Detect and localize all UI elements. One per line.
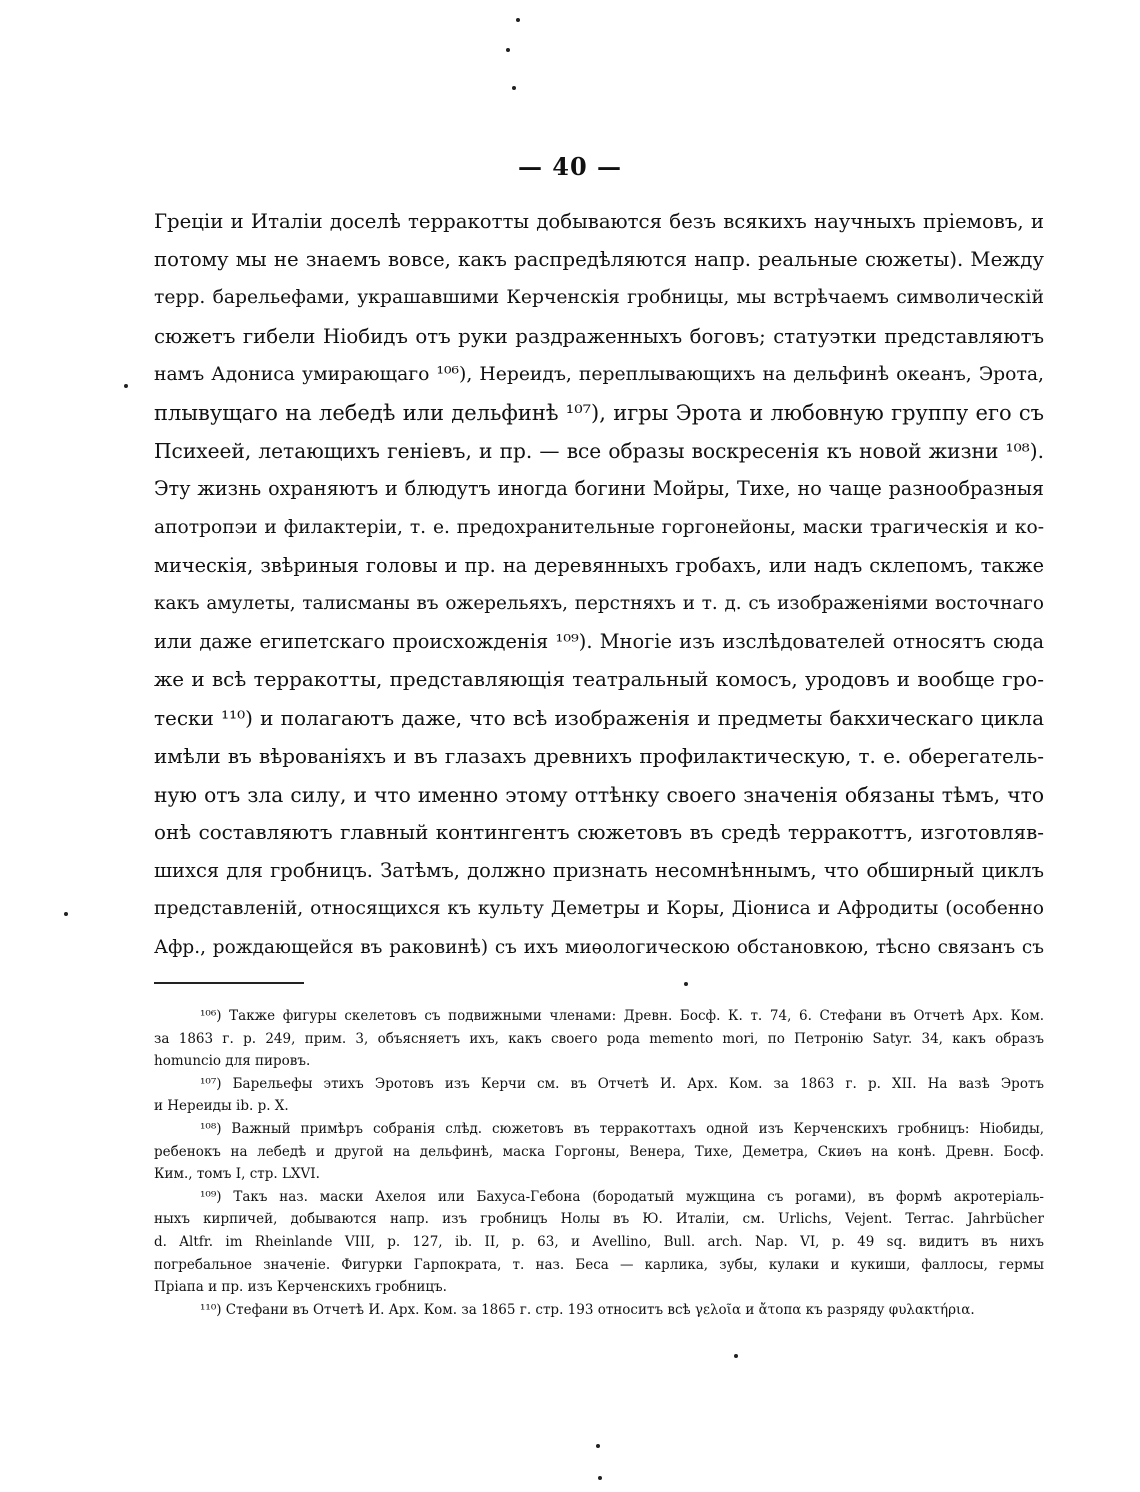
body-line-16: ную отъ зла силу, и что именно этому оттѣнку своего значенія обязаны тѣмъ, что (154, 782, 1044, 807)
body-line-13: же и всѣ терракотты, представляющія театральный комосъ, уродовъ и вообще гро- (154, 668, 1044, 692)
footnote-line: ¹⁰⁸) Важный примѣръ собранія слѣд. сюжетовъ въ терракоттахъ одной изъ Керченскихъ гробницъ: Ніобиды, (200, 1120, 1044, 1137)
body-line-19: представленій, относящихся къ культу Деметры и Коры, Діониса и Афродиты (особенно (154, 898, 1044, 920)
body-line-3: терр. барельефами, украшавшими Керченскія гробницы, мы встрѣчаемъ символическій (154, 287, 1044, 309)
footnote-line: Пріапа и пр. изъ Керченскихъ гробницъ. (154, 1279, 447, 1296)
footnote-line: за 1863 г. р. 249, прим. 3, объясняетъ ихъ, какъ своего рода memento mori, по Петронію Satyr. 34, какъ образъ (154, 1030, 1044, 1047)
body-line-10: мическія, звѣриныя головы и пр. на деревянныхъ гробахъ, или надъ склепомъ, также (154, 553, 1044, 577)
scan-speck (512, 86, 516, 90)
footnote-line: погребальное значеніе. Фигурки Гарпократа, т. наз. Беса — карлика, зубы, кулаки и кукиши, фаллосы, гермы (154, 1256, 1044, 1273)
scan-speck (684, 982, 688, 986)
footnote-line: ¹⁰⁶) Также фигуры скелетовъ съ подвижными членами: Древн. Босф. К. т. 74, 6. Стефани въ Отчетѣ Арх. Ком. (200, 1008, 1044, 1024)
scan-speck (64, 912, 68, 916)
body-line-8: Эту жизнь охраняютъ и блюдутъ иногда богини Мойры, Тихе, но чаще разнообразныя (154, 477, 1044, 501)
body-line-17: онѣ составляютъ главный контингентъ сюжетовъ въ средѣ терракоттъ, изготовляв- (154, 821, 1044, 844)
footnote-line: ¹⁰⁷) Барельефы этихъ Эротовъ изъ Керчи см. въ Отчетѣ И. Арх. Ком. за 1863 г. р. XII. На вазѣ Эротъ (200, 1075, 1044, 1092)
footnote-line: homuncio для пировъ. (154, 1053, 311, 1070)
footnote-line: d. Altfr. im Rheinlande VIII, р. 127, ib. II, р. 63, и Avellino, Bull. arch. Nap. VI, р. 49 sq. видитъ въ нихъ (154, 1233, 1044, 1250)
scan-speck (516, 18, 520, 22)
scan-speck (506, 48, 510, 52)
body-line-15: имѣли въ вѣрованіяхъ и въ глазахъ древнихъ профилактическую, т. е. оберегатель- (154, 744, 1044, 768)
body-line-1: Греціи и Италіи доселѣ терракотты добываются безъ всякихъ научныхъ пріемовъ, и (154, 210, 1044, 233)
footnotes (154, 1005, 1044, 1321)
body-line-12: или даже египетскаго происхожденія ¹⁰⁹). Многіе изъ изслѣдователей относятъ сюда (154, 630, 1044, 654)
body-line-7: Психеей, летающихъ геніевъ, и пр. — все образы воскресенія къ новой жизни ¹⁰⁸). (154, 439, 1044, 464)
footnote-line: и Нереиды ib. р. X. (154, 1098, 289, 1115)
footnote-line: Ким., томъ I, стр. LXVI. (154, 1166, 320, 1183)
body-line-20: Афр., рождающейся въ раковинѣ) съ ихъ миѳологическою обстановкою, тѣсно связанъ съ (154, 936, 1044, 958)
scan-speck (598, 1476, 602, 1480)
body-line-14: тески ¹¹⁰) и полагаютъ даже, что всѣ изображенія и предметы бакхическаго цикла (154, 706, 1044, 731)
scan-speck (596, 1444, 600, 1448)
scan-speck (124, 384, 128, 388)
body-line-11: какъ амулеты, талисманы въ ожерельяхъ, перстняхъ и т. д. съ изображеніями восточнаго (154, 592, 1044, 614)
body-line-4: сюжетъ гибели Ніобидъ отъ руки раздраженныхъ боговъ; статуэтки представляютъ (154, 324, 1044, 348)
body-line-2: потому мы не знаемъ вовсе, какъ распредѣляются напр. реальные сюжеты). Между (154, 248, 1044, 272)
footnote-separator (154, 982, 304, 984)
body-line-18: шихся для гробницъ. Затѣмъ, должно признать несомнѣннымъ, что обширный циклъ (154, 859, 1044, 883)
body-text (154, 203, 1044, 967)
footnote-line: ¹¹⁰) Стефани въ Отчетѣ И. Арх. Ком. за 1865 г. стр. 193 относитъ всѣ γελοῖα и ἄτοπα къ разряду φυλακτήρια. (200, 1301, 975, 1318)
scan-speck (734, 1354, 738, 1358)
body-line-9: апотропэи и филактеріи, т. е. предохранительные горгонейоны, маски трагическія и ко- (154, 516, 1044, 538)
body-line-5: намъ Адониса умирающаго ¹⁰⁶), Нереидъ, переплывающихъ на дельфинѣ океанъ, Эрота, (154, 363, 1044, 385)
footnote-line: ребенокъ на лебедѣ и другой на дельфинѣ, маска Горгоны, Венера, Тихе, Деметра, Скиѳъ на конѣ. Древн. Босф. (154, 1143, 1044, 1160)
body-line-6: плывущаго на лебедѣ или дельфинѣ ¹⁰⁷), игры Эрота и любовную группу его съ (154, 400, 1044, 425)
footnote-line: ¹⁰⁹) Такъ наз. маски Ахелоя или Бахуса-Гебона (бородатый мужщина съ рогами), въ формѣ акротеріаль- (200, 1188, 1044, 1205)
page-number: — 40 — (517, 152, 623, 181)
footnote-line: ныхъ кирпичей, добываются напр. изъ гробницъ Нолы въ Ю. Италіи, см. Urlichs, Vejent. Terrac. Jahrbücher (154, 1211, 1044, 1228)
